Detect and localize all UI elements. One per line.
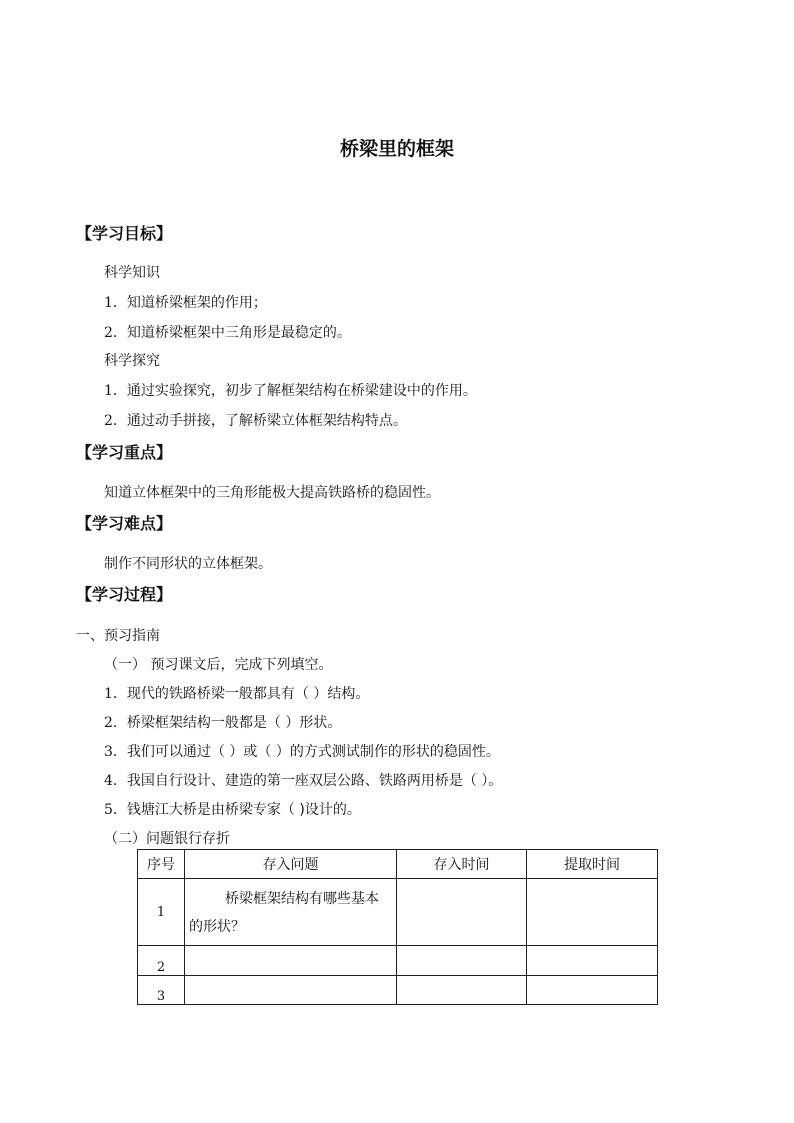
table-row xyxy=(138,976,658,1005)
fill-blank-question-5 xyxy=(104,799,361,819)
fill-blank-question-1 xyxy=(104,683,369,703)
knowledge-item-1 xyxy=(104,292,267,312)
item-number: 2． xyxy=(104,715,127,731)
fill-blank-question-3 xyxy=(104,741,500,761)
withdraw-time-cell xyxy=(527,879,658,946)
column-header: 序号 xyxy=(138,850,185,879)
fill-blank-question-4 xyxy=(104,770,502,790)
difficulty-text: 制作不同形状的立体框架。 xyxy=(104,556,272,572)
deposit-time-cell xyxy=(397,879,527,946)
deposit-time-cell xyxy=(397,976,527,1005)
inquiry-item-2 xyxy=(104,410,407,430)
item-number: 2． xyxy=(104,325,127,341)
question-bank-label: （二）问题银行存折 xyxy=(104,831,230,847)
question-cell xyxy=(185,879,397,946)
objectives-heading: 【学习目标】 xyxy=(76,224,173,243)
question-1-text: 现代的铁路桥梁一般都具有（ ）结构。 xyxy=(126,686,370,702)
focus-heading: 【学习重点】 xyxy=(76,443,173,462)
column-header: 存入时间 xyxy=(397,850,527,879)
preview-guide-label: 一、预习指南 xyxy=(76,628,160,644)
deposit-time-cell xyxy=(397,946,527,976)
table-row xyxy=(138,946,658,976)
fill-blank-instruction: （一） 预习课文后，完成下列填空。 xyxy=(104,657,333,673)
question-cell xyxy=(185,976,397,1005)
item-number: 1． xyxy=(104,295,127,311)
question-3-text: 我们可以通过（ ）或（ ）的方式测试制作的形状的稳固性。 xyxy=(126,744,500,760)
withdraw-time-cell xyxy=(527,946,658,976)
column-header: 提取时间 xyxy=(527,850,658,879)
sci-knowledge-label: 科学知识 xyxy=(104,265,160,281)
item-number: 3． xyxy=(104,744,127,760)
sci-inquiry-label: 科学探究 xyxy=(104,353,160,369)
question-bank-table xyxy=(137,849,658,1005)
question-cell xyxy=(185,946,397,976)
question-5-text: 钱塘江大桥是由桥梁专家（ )设计的。 xyxy=(126,802,361,818)
knowledge-item-2-text: 知道桥梁框架中三角形是最稳定的。 xyxy=(126,325,351,341)
fill-blank-question-2 xyxy=(104,712,341,732)
table-header-row xyxy=(138,850,658,879)
item-number: 5． xyxy=(104,802,127,818)
row-index: 1 xyxy=(138,879,185,946)
inquiry-item-1 xyxy=(104,380,477,400)
item-number: 1． xyxy=(104,383,127,399)
process-heading: 【学习过程】 xyxy=(76,585,173,604)
focus-text: 知道立体框架中的三角形能极大提高铁路桥的稳固性。 xyxy=(104,485,440,501)
knowledge-item-1-text: 知道桥梁框架的作用； xyxy=(126,295,267,311)
inquiry-item-1-text: 通过实验探究，初步了解框架结构在桥梁建设中的作用。 xyxy=(126,383,477,399)
withdraw-time-cell xyxy=(527,976,658,1005)
question-4-text: 我国自行设计、建造的第一座双层公路、铁路两用桥是（ ）。 xyxy=(126,773,503,789)
table-row xyxy=(138,879,658,946)
page-title: 桥梁里的框架 xyxy=(339,138,454,160)
row-index: 3 xyxy=(138,976,185,1005)
item-number: 1． xyxy=(104,686,127,702)
inquiry-item-2-text: 通过动手拼接，了解桥梁立体框架结构特点。 xyxy=(126,413,407,429)
knowledge-item-2 xyxy=(104,322,351,342)
question-text: 桥梁框架结构有哪些基本的形状？ xyxy=(189,891,379,935)
question-2-text: 桥梁框架结构一般都是（ ）形状。 xyxy=(126,715,342,731)
item-number: 2． xyxy=(104,413,127,429)
row-index: 2 xyxy=(138,946,185,976)
item-number: 4． xyxy=(104,773,127,789)
difficulty-heading: 【学习难点】 xyxy=(76,514,173,533)
column-header: 存入问题 xyxy=(185,850,397,879)
